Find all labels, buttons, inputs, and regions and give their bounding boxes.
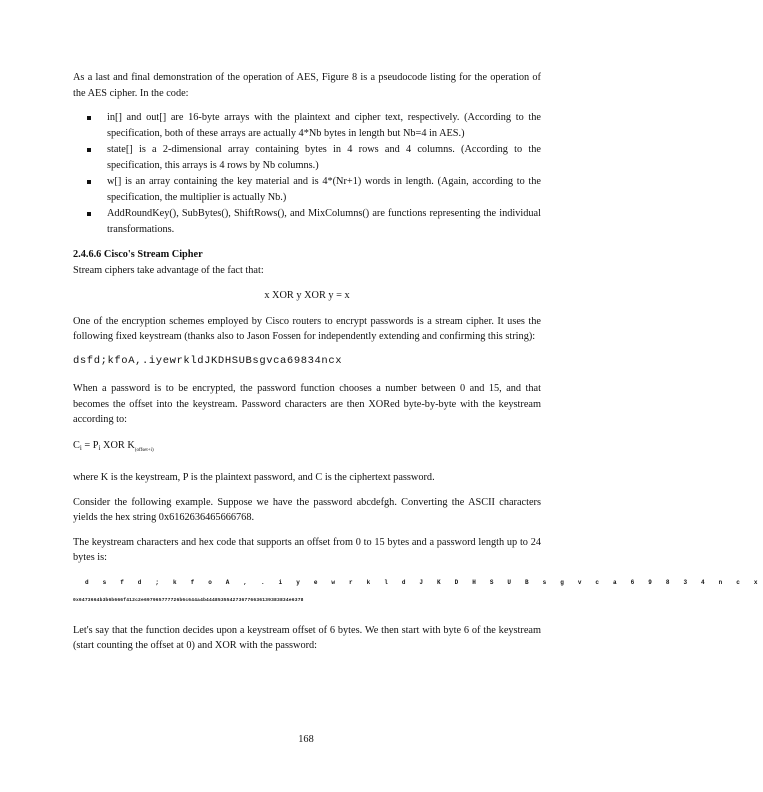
table-paragraph: The keystream characters and hex code that supports an offset from 0 to 15 bytes and a password length up to 24 bytes is: [73,536,541,563]
keystream-hex-row: 0x6473664b3b6b666f412c2e697965777726b6c644a4b4448535542736776636139383834e6378 [73,598,304,603]
keystream-table [73,575,763,609]
example-paragraph: Consider the following example. Suppose we have the password abcdefgh. Converting the ASCII characters yields the hex string 0x6162636465666768. [73,496,541,523]
formula-c: C [73,439,80,451]
document-page [73,70,763,663]
bullet-icon [87,116,91,120]
list-item-text: in[] and out[] are 16-byte arrays with the plaintext and cipher text, respectively. (According to the specification, both of these arrays are actually 4*Nb bytes in length but Nb=4 in AES.) [107,112,541,139]
xor-formula: x XOR y XOR y = x [264,290,350,301]
formula-k-subscript: (offset+i) [134,447,154,453]
list-item-text: w[] is an array containing the key material and is 4*(Nr+1) words in length. (Again, according to the specification, the multiplier is actually Nb.) [107,176,541,203]
formula-equals-p: = P [81,439,99,451]
intro-paragraph: As a last and final demonstration of the operation of AES, Figure 8 is a pseudocode listing for the operation of the AES cipher. In the code: [73,72,541,99]
keystream-chars-row: d s f d ; k f o A , . i y e w r k l d J K D H S U B s g v c a 6 9 8 3 4 n c x [85,578,763,586]
list-item [73,142,541,173]
offset-paragraph: When a password is to be encrypted, the password function chooses a number between 0 and 15, and that becomes the offset into the keystream. Password characters are then XORed byte-by-byte with the keystream according to: [73,383,541,425]
list-item-text: AddRoundKey(), SubBytes(), ShiftRows(), and MixColumns() are functions representing the individual transformations. [107,208,541,235]
where-paragraph: where K is the keystream, P is the plaintext password, and C is the ciphertext password. [73,472,435,483]
page-number: 168 [298,734,314,745]
final-paragraph: Let's say that the function decides upon a keystream offset of 6 bytes. We then start with byte 6 of the keystream (start counting the offset at 0) and XOR with the password: [73,624,541,651]
list-item [73,174,541,205]
stream-intro: Stream ciphers take advantage of the fact that: [73,264,264,276]
formula-p-subscript: i [98,443,101,452]
bullet-icon [87,212,91,216]
formula-xor-k: XOR K [100,439,135,451]
cisco-paragraph: One of the encryption schemes employed by Cisco routers to encrypt passwords is a stream cipher. It uses the following fixed keystream (thanks also to Jason Fossen for independently extending and confirming this string): [73,315,541,342]
formula-c-subscript: i [79,443,82,452]
list-item [73,110,541,141]
bullet-list [73,110,541,237]
bullet-icon [87,148,91,152]
cipher-formula [73,438,541,459]
list-item [73,206,541,237]
keystream-string: dsfd;kfoA,.iyewrkldJKDHSUBsgvca69834ncx [73,354,343,367]
list-item-text: state[] is a 2-dimensional array containing bytes in 4 rows and 4 columns. (According to the specification, this arrays is 4 rows by Nb columns.) [107,144,541,171]
section-heading: 2.4.6.6 Cisco's Stream Cipher [73,249,203,260]
bullet-icon [87,180,91,184]
